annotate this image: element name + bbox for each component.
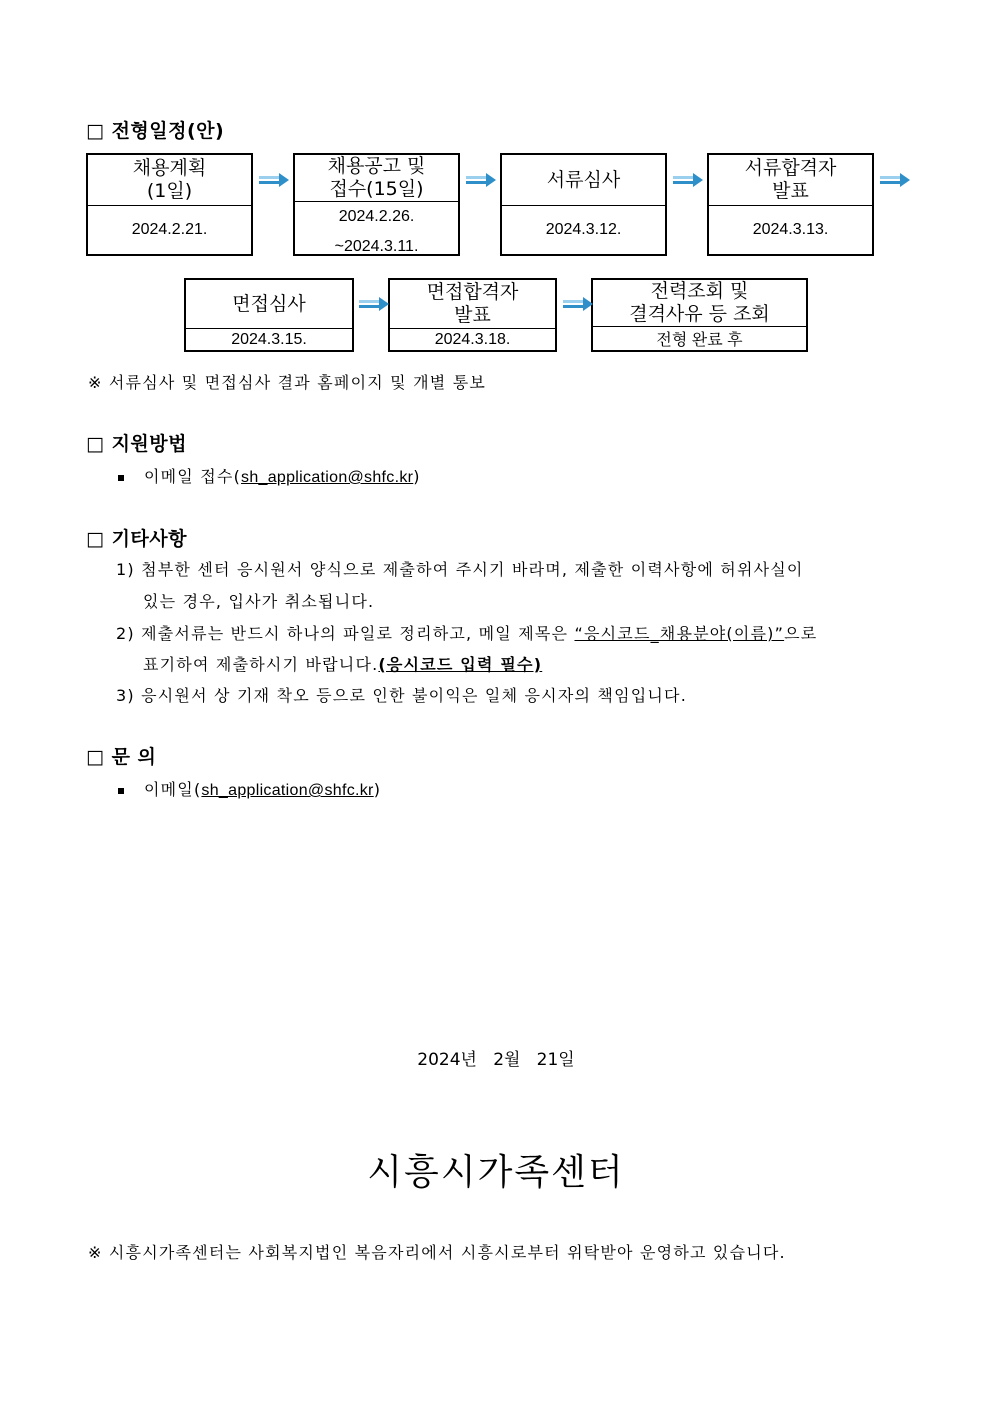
step-date: 2024.2.26. [338,207,415,225]
step-date: 2024.3.13. [752,221,829,238]
apply-prefix: 이메일 접수( [144,467,242,486]
organization-note: ※ 시흥시가족센터는 사회복지법인 복음자리에서 시흥시로부터 위탁받아 운영하고 있습니다. [88,1243,786,1262]
step-background-check [591,278,808,352]
step-label: 접수(15일) [329,177,424,200]
step-label: 서류합격자 [744,157,837,180]
step-label: 결격사유 등 조회 [629,303,770,325]
apply-title: □ 지원방법 [86,433,187,455]
step-date-end: ~2024.3.11. [334,237,419,255]
etc-item-1-line-2: 있는 경우, 입사가 취소됩니다. [143,592,375,611]
etc-item-2-text: 2) 제출서류는 반드시 하나의 파일로 정리하고, 메일 제목은 [116,624,575,643]
schedule-note: ※ 서류심사 및 면접심사 결과 홈페이지 및 개별 통보 [88,373,487,392]
arrow-right-icon [673,173,703,187]
etc-item-2-line-1 [116,621,817,644]
arrow-right-icon [880,173,910,187]
etc-title: □ 기타사항 [86,528,187,550]
etc-item-2-required: (응시코드 입력 필수) [378,655,543,674]
step-recruit-plan [86,153,253,256]
step-label: 면접합격자 [426,281,519,304]
step-announcement [293,153,460,256]
etc-item-2-text-end: 으로 [784,624,818,643]
arrow-right-icon [466,173,496,187]
step-date: 2024.3.12. [545,221,622,238]
etc-item-1-line-1: 1) 첨부한 센터 응시원서 양식으로 제출하여 주시기 바라며, 제출한 이력사항에 허위사실이 [116,560,804,579]
arrow-right-icon [259,173,289,187]
organization-name: 시흥시가족센터 [367,1152,625,1193]
document-date: 2024년 2월 21일 [417,1050,575,1070]
bullet-icon [118,788,124,794]
step-interview-pass [388,278,557,352]
step-label: 채용공고 및 [327,155,426,177]
step-label: 발표 [454,304,491,326]
step-label: 면접심사 [232,292,306,315]
inquiry-title: □ 문 의 [86,746,157,768]
etc-item-2-subject-format: “응시코드_채용분야(이름)” [574,624,785,643]
step-date: 2024.3.18. [434,330,511,348]
arrow-right-icon [563,297,593,311]
inquiry-prefix: 이메일( [144,780,202,799]
step-label: 서류심사 [546,168,621,191]
step-date: 2024.3.15. [231,330,307,348]
step-interview [184,278,354,352]
step-document-pass [707,153,874,256]
etc-item-3: 3) 응시원서 상 기재 착오 등으로 인한 불이익은 일체 응시자의 책임입니다. [116,686,687,705]
step-date: 전형 완료 후 [656,332,743,349]
bullet-icon [118,475,124,481]
step-label: (1일) [146,180,193,202]
apply-email-link[interactable]: sh_application@shfc.kr [241,469,414,486]
step-date: 2024.2.21. [131,221,208,238]
inquiry-email-link[interactable]: sh_application@shfc.kr [201,782,374,799]
step-label: 발표 [772,180,809,202]
apply-suffix: ) [413,467,421,486]
arrow-right-icon [359,297,389,311]
step-label: 전력조회 및 [650,280,749,303]
inquiry-email-line [118,777,381,800]
etc-item-2-line-2 [143,652,542,675]
schedule-title: □ 전형일정(안) [86,120,225,142]
apply-email-line [118,464,421,487]
inquiry-suffix: ) [373,780,382,799]
step-label: 채용계획 [132,157,207,180]
step-document-review [500,153,667,256]
etc-item-2-text: 표기하여 제출하시기 바랍니다. [143,655,379,674]
